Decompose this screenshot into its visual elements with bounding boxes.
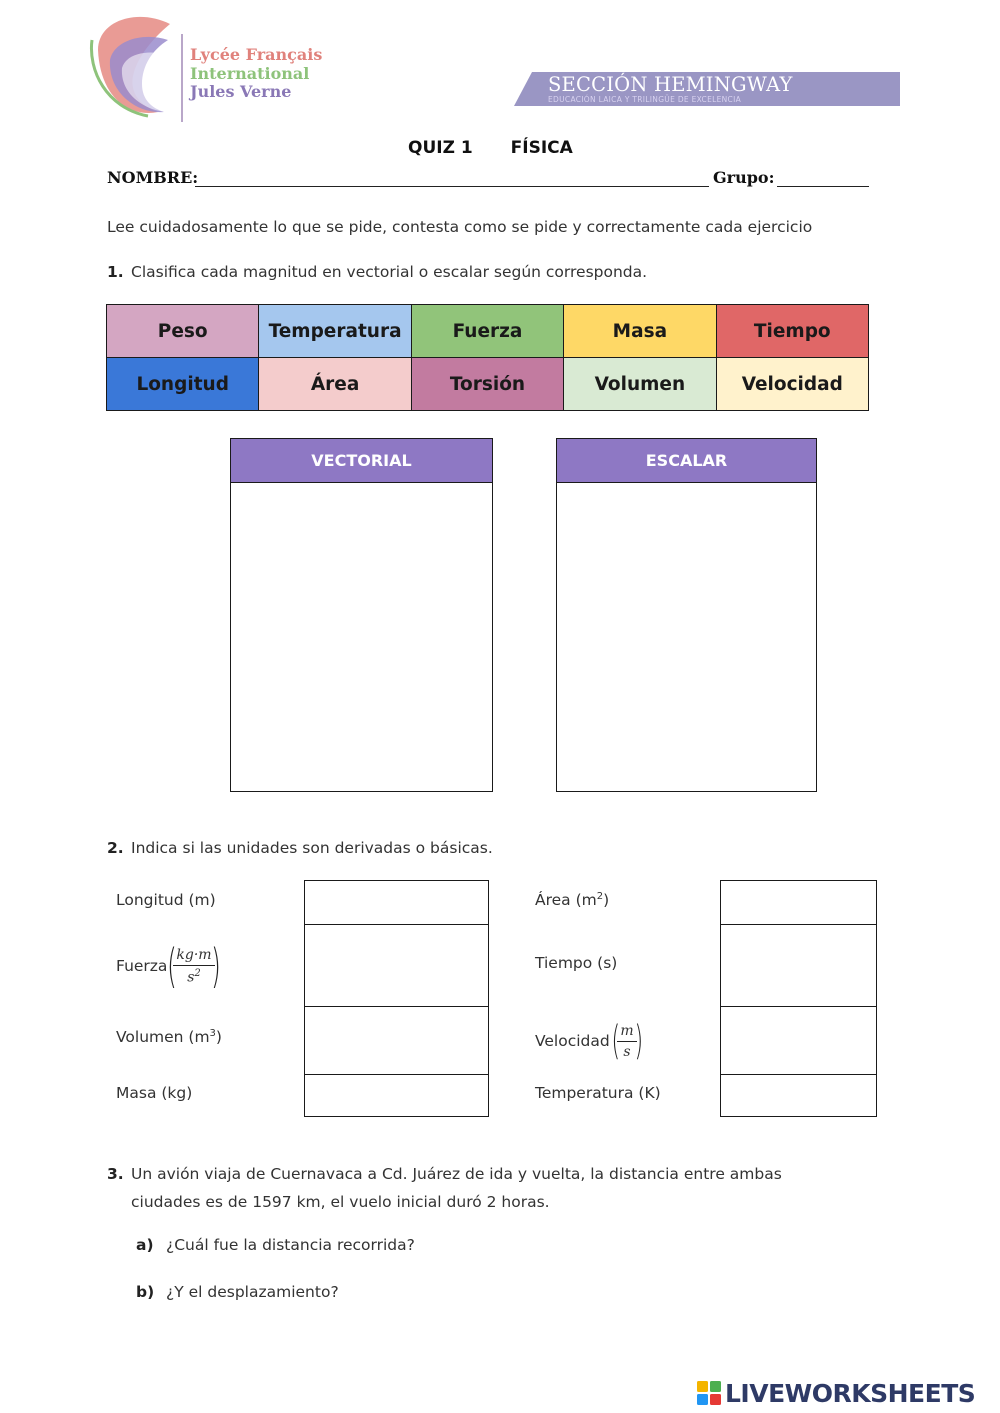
open-paren: ( xyxy=(167,939,178,993)
answer-temperatura[interactable] xyxy=(721,1075,876,1115)
school-name xyxy=(190,46,322,102)
unit-volumen: Volumen $(m^3)$ xyxy=(116,1028,222,1047)
unit-tiempo: Tiempo (s) xyxy=(535,954,618,972)
name-label: NOMBRE: xyxy=(107,168,199,187)
question-2-number: 2. xyxy=(107,839,124,857)
section-title: SECCIÓN HEMINGWAY xyxy=(548,73,793,96)
magnitude-fuerza[interactable]: Fuerza xyxy=(411,305,563,358)
logo-divider xyxy=(181,34,183,122)
student-info-line xyxy=(107,166,869,192)
school-logo xyxy=(88,10,328,120)
magnitude-peso[interactable]: Peso xyxy=(107,305,259,358)
magnitudes-row-2 xyxy=(107,358,869,411)
fuerza-den-base: s xyxy=(187,969,195,986)
school-name-line-1: Lycée Français xyxy=(190,45,323,64)
unit-area-label: Área (m xyxy=(535,891,597,910)
answer-fuerza[interactable] xyxy=(305,925,488,1007)
group-field[interactable] xyxy=(777,186,869,187)
magnitude-temperatura[interactable]: Temperatura xyxy=(259,305,411,358)
vectorial-box xyxy=(230,438,493,792)
magnitude-masa[interactable]: Masa xyxy=(564,305,716,358)
school-name-line-2: International xyxy=(190,63,310,83)
quiz-title xyxy=(408,138,573,158)
magnitude-tiempo[interactable]: Tiempo xyxy=(716,305,868,358)
close-paren: ) xyxy=(634,1018,643,1064)
quiz-subject: FÍSICA xyxy=(510,138,573,158)
velocidad-denominator: s xyxy=(623,1043,631,1060)
question-3-number: 3. xyxy=(107,1165,124,1183)
escalar-header: ESCALAR xyxy=(557,439,816,483)
question-2-text: Indica si las unidades son derivadas o básicas. xyxy=(131,839,493,857)
question-1-text: Clasifica cada magnitud en vectorial o escalar según corresponda. xyxy=(131,263,648,281)
instructions: Lee cuidadosamente lo que se pide, contesta como se pide y correctamente cada ejercicio xyxy=(107,218,813,236)
quiz-number: QUIZ 1 xyxy=(408,138,473,158)
question-1-number: 1. xyxy=(107,263,124,281)
vectorial-drop-zone[interactable] xyxy=(231,483,492,790)
answer-volumen[interactable] xyxy=(305,1007,488,1075)
feather-logo-icon xyxy=(88,10,180,120)
velocidad-numerator: m xyxy=(617,1023,636,1042)
question-3a-text: ¿Cuál fue la distancia recorrida? xyxy=(166,1236,415,1254)
unit-temperatura: Temperatura (K) xyxy=(535,1084,661,1102)
escalar-box xyxy=(556,438,817,792)
section-banner xyxy=(514,72,900,106)
fuerza-den-exponent: 2 xyxy=(194,967,201,979)
fuerza-denominator xyxy=(173,966,214,986)
area-exponent: 2 xyxy=(596,891,604,902)
fuerza-fraction xyxy=(173,947,214,986)
question-3a xyxy=(136,1236,415,1254)
answer-tiempo[interactable] xyxy=(721,925,876,1007)
section-subtitle: EDUCACIÓN LAICA Y TRILINGÜE DE EXCELENCIA xyxy=(548,95,742,104)
magnitudes-row-1 xyxy=(107,305,869,358)
vectorial-header: VECTORIAL xyxy=(231,439,492,483)
group-label: Grupo: xyxy=(713,168,775,187)
answer-area[interactable] xyxy=(721,881,876,925)
magnitude-longitud[interactable]: Longitud xyxy=(107,358,259,411)
answer-longitud[interactable] xyxy=(305,881,488,925)
escalar-drop-zone[interactable] xyxy=(557,483,816,790)
open-paren: ( xyxy=(611,1018,620,1064)
unit-fuerza xyxy=(116,936,225,996)
liveworksheets-logo xyxy=(697,1378,975,1408)
magnitude-volumen[interactable]: Volumen xyxy=(564,358,716,411)
answers-right xyxy=(720,880,877,1117)
volumen-exponent: 3 xyxy=(209,1028,216,1039)
answer-velocidad[interactable] xyxy=(721,1007,876,1075)
answers-left xyxy=(304,880,489,1117)
answer-masa[interactable] xyxy=(305,1075,488,1115)
magnitude-velocidad[interactable]: Velocidad xyxy=(716,358,868,411)
question-3-continued xyxy=(131,1188,550,1216)
liveworksheets-brand: LIVEWORKSHEETS xyxy=(725,1378,976,1408)
unit-velocidad-label: Velocidad xyxy=(535,1032,610,1050)
close-paren: ) xyxy=(210,939,221,993)
unit-masa: Masa (kg) xyxy=(116,1084,193,1102)
magnitude-area[interactable]: Área xyxy=(259,358,411,411)
question-3-line-2: ciudades es de 1597 km, el vuelo inicial duró 2 horas. xyxy=(131,1193,550,1211)
unit-longitud: Longitud (m) xyxy=(116,891,216,909)
magnitudes-table xyxy=(106,304,869,411)
name-field[interactable] xyxy=(195,186,709,187)
magnitude-torsion[interactable]: Torsión xyxy=(411,358,563,411)
unit-velocidad xyxy=(535,1016,646,1066)
fuerza-numerator: kg·m xyxy=(173,947,214,966)
question-3b-letter: b) xyxy=(136,1283,155,1301)
question-3-line-1: Un avión viaja de Cuernavaca a Cd. Juárez de ida y vuelta, la distancia entre ambas xyxy=(131,1165,782,1183)
liveworksheets-badge-icon xyxy=(697,1381,721,1405)
question-3a-letter: a) xyxy=(136,1236,154,1254)
question-3b xyxy=(136,1283,339,1301)
unit-area: Área $(m^2)$ xyxy=(535,891,610,910)
unit-fuerza-label: Fuerza xyxy=(116,957,168,975)
unit-volumen-label: Volumen (m xyxy=(116,1028,210,1047)
school-name-line-3: Jules Verne xyxy=(190,82,292,101)
question-3b-text: ¿Y el desplazamiento? xyxy=(166,1283,339,1301)
